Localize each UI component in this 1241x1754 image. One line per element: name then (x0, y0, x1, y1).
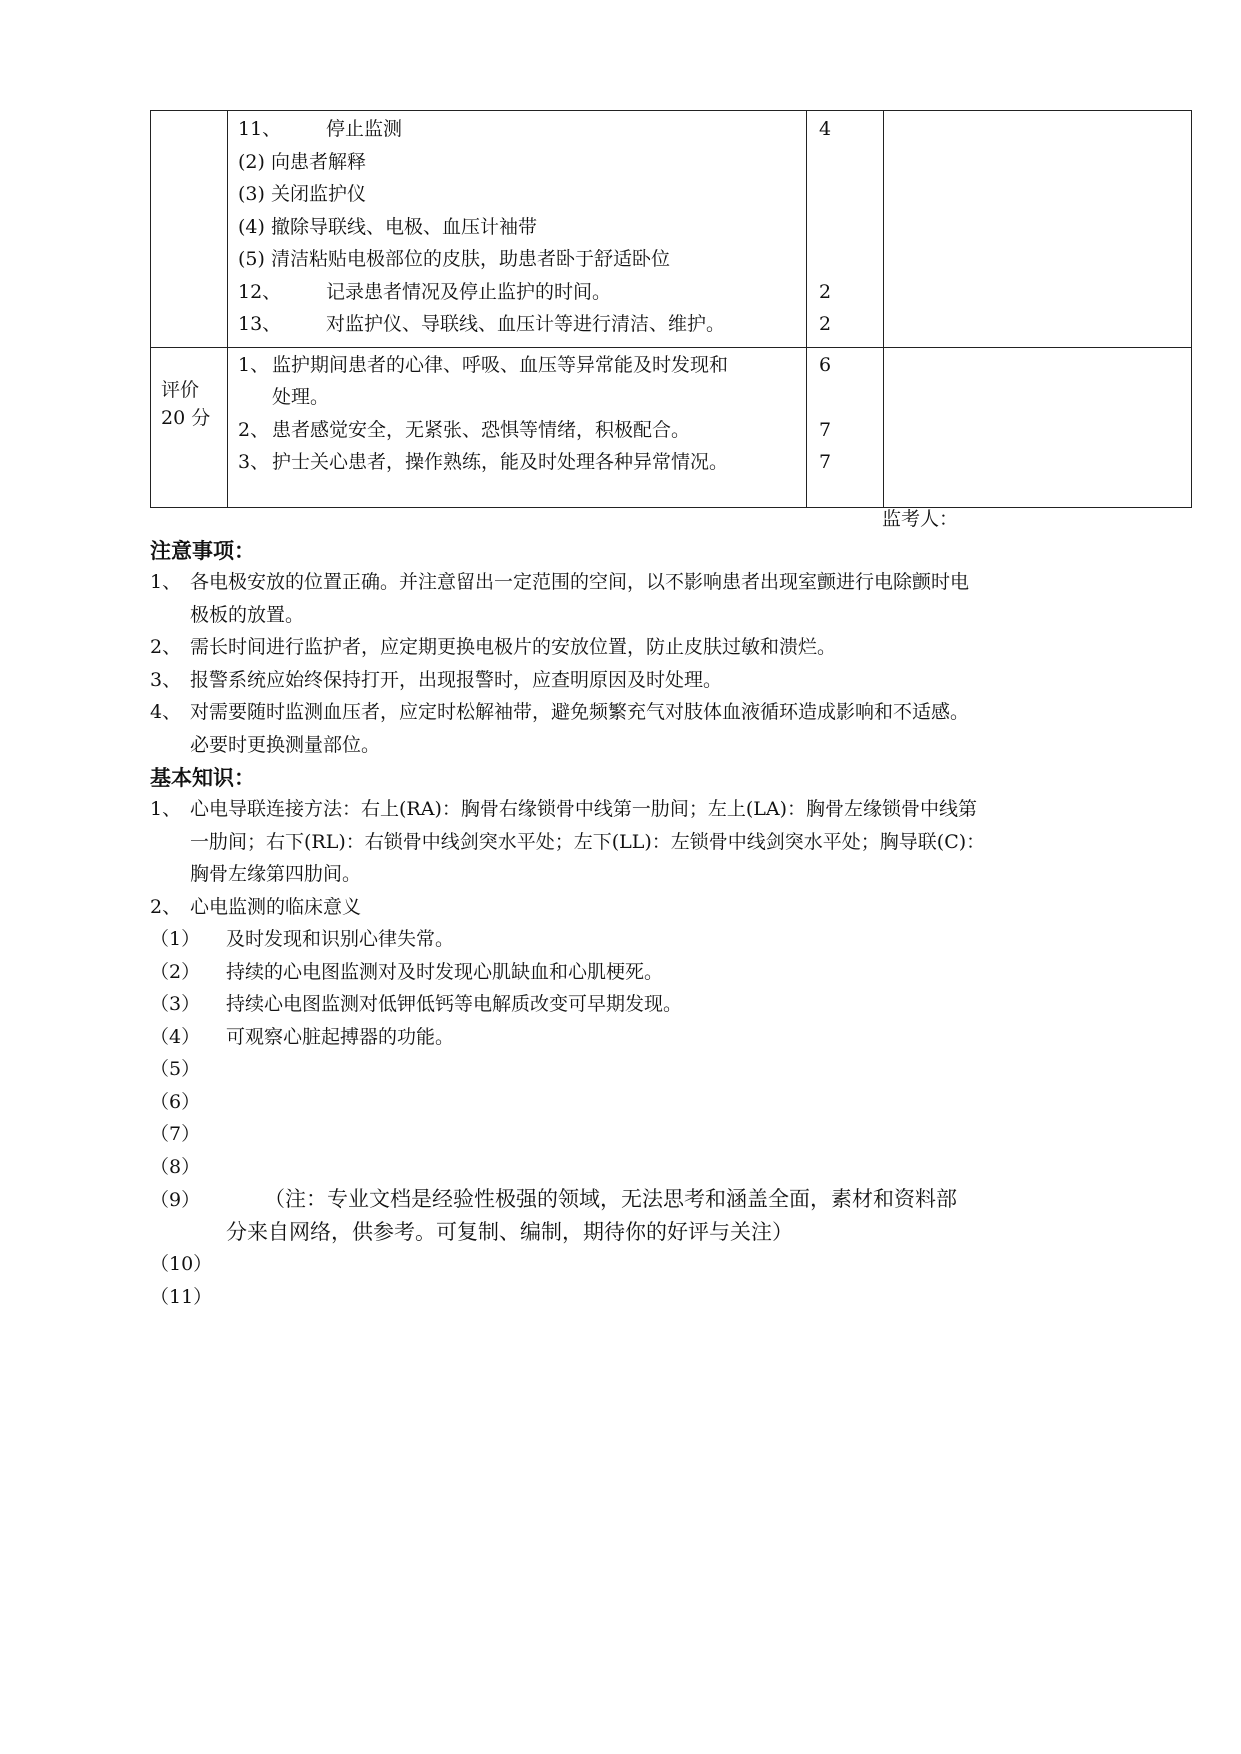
list-item: 3、 报警系统应始终保持打开，出现报警时，应查明原因及时处理。 (150, 668, 723, 691)
remark-cell (884, 111, 1192, 348)
list-item: （10） (150, 1253, 213, 1275)
list-item: （5） (150, 1058, 201, 1080)
eval-item-1: 1、 监护期间患者的心律、呼吸、血压等异常能及时发现和 (238, 353, 729, 376)
score-cell: 4 2 2 (807, 111, 884, 348)
step-11-4: (4) 撤除导联线、电极、血压计袖带 (238, 215, 537, 238)
step-13: 13、 对监护仪、导联线、血压计等进行清洁、维护。 (238, 313, 726, 335)
step-11-3: (3) 关闭监护仪 (238, 183, 366, 205)
list-item: （11） (150, 1285, 213, 1308)
disclaimer-note: （注：专业文档是经验性极强的领域，无法思考和涵盖全面，素材和资料部 (264, 1187, 957, 1211)
step-12: 12、 记录患者情况及停止监护的时间。 (238, 280, 612, 303)
table-row (151, 347, 1192, 507)
notes-title: 注意事项： (150, 539, 255, 563)
evaluation-cell: 1、 监护期间患者的心律、呼吸、血压等异常能及时发现和 处理。 2、 患者感觉安全，无紧张、恐惧等情绪，积极配合。 3、 护士关心患者，操作熟练，能及时处理各种异常情况。 (228, 347, 807, 507)
list-item: 2、 心电监测的临床意义 (150, 895, 362, 918)
notes-list: 1、 各电极安放的位置正确。并注意留出一定范围的空间，以不影响患者出现室颤进行电除颤时电 极板的放置。 2、 需长时间进行监护者，应定期更换电极片的安放位置，防止皮肤过敏和溃烂。 3、 报警系统应始终保持打开，出现报警时，应查明原因及时处理。 4、 对需要随时监测血压者，应定时松解袖带，避免频繁充气对肢体血液循环造成影响和不适感。 必要时更换测量部位。 (150, 566, 1100, 761)
list-item: 1、 心电导联连接方法：右上(RA)：胸骨右缘锁骨中线第一肋间；左上(LA)：胸骨左缘锁骨中线第 (150, 798, 978, 820)
category-cell (151, 111, 228, 348)
steps-cell (228, 111, 807, 348)
eval-item-2: 2、 患者感觉安全，无紧张、恐惧等情绪，积极配合。 (238, 418, 691, 441)
list-item: （6） (150, 1090, 201, 1113)
list-item: （2） 持续的心电图监测对及时发现心肌缺血和心肌梗死。 (150, 960, 664, 983)
knowledge-title: 基本知识： (150, 766, 255, 790)
list-item: （7） (150, 1123, 201, 1145)
scoring-table (150, 110, 1192, 508)
list-item: （8） (150, 1155, 201, 1178)
eval-item-3: 3、 护士关心患者，操作熟练，能及时处理各种异常情况。 (238, 451, 729, 473)
knowledge-list: 1、 心电导联连接方法：右上(RA)：胸骨右缘锁骨中线第一肋间；左上(LA)：胸骨左缘锁骨中线第 一肋间；右下(RL)：右锁骨中线剑突水平处；左下(LL)：左锁骨中线剑突水平处；胸导联(C)： 胸骨左缘第四肋间。 2、 心电监测的临床意义 (150, 793, 1100, 923)
list-item: （3） 持续心电图监测对低钾低钙等电解质改变可早期发现。 (150, 993, 683, 1015)
table-row (151, 111, 1192, 348)
significance-list (150, 923, 1100, 1313)
list-item: 2、 需长时间进行监护者，应定期更换电极片的安放位置，防止皮肤过敏和溃烂。 (150, 636, 837, 658)
category-cell: 评价 20 分 (151, 347, 228, 507)
list-item: 1、 各电极安放的位置正确。并注意留出一定范围的空间，以不影响患者出现室颤进行电除颤时电 (150, 571, 970, 593)
remark-cell (884, 347, 1192, 507)
list-item: （1） 及时发现和识别心律失常。 (150, 928, 455, 950)
examiner-label: 监考人： (882, 508, 959, 530)
step-11-2: (2) 向患者解释 (238, 150, 366, 173)
list-item: 4、 对需要随时监测血压者，应定时松解袖带，避免频繁充气对肢体血液循环造成影响和不适感。 (150, 701, 970, 723)
score-cell: 6 7 7 (807, 347, 884, 507)
list-item: （9） （注：专业文档是经验性极强的领域，无法思考和涵盖全面，素材和资料部 分来自网络，供参考。可复制、编制，期待你的好评与关注） (150, 1187, 957, 1244)
list-item: （4） 可观察心脏起搏器的功能。 (150, 1025, 455, 1048)
step-11-5: (5) 清洁粘贴电极部位的皮肤，助患者卧于舒适卧位 (238, 248, 670, 270)
step-11: 11、 停止监测 (238, 118, 403, 140)
